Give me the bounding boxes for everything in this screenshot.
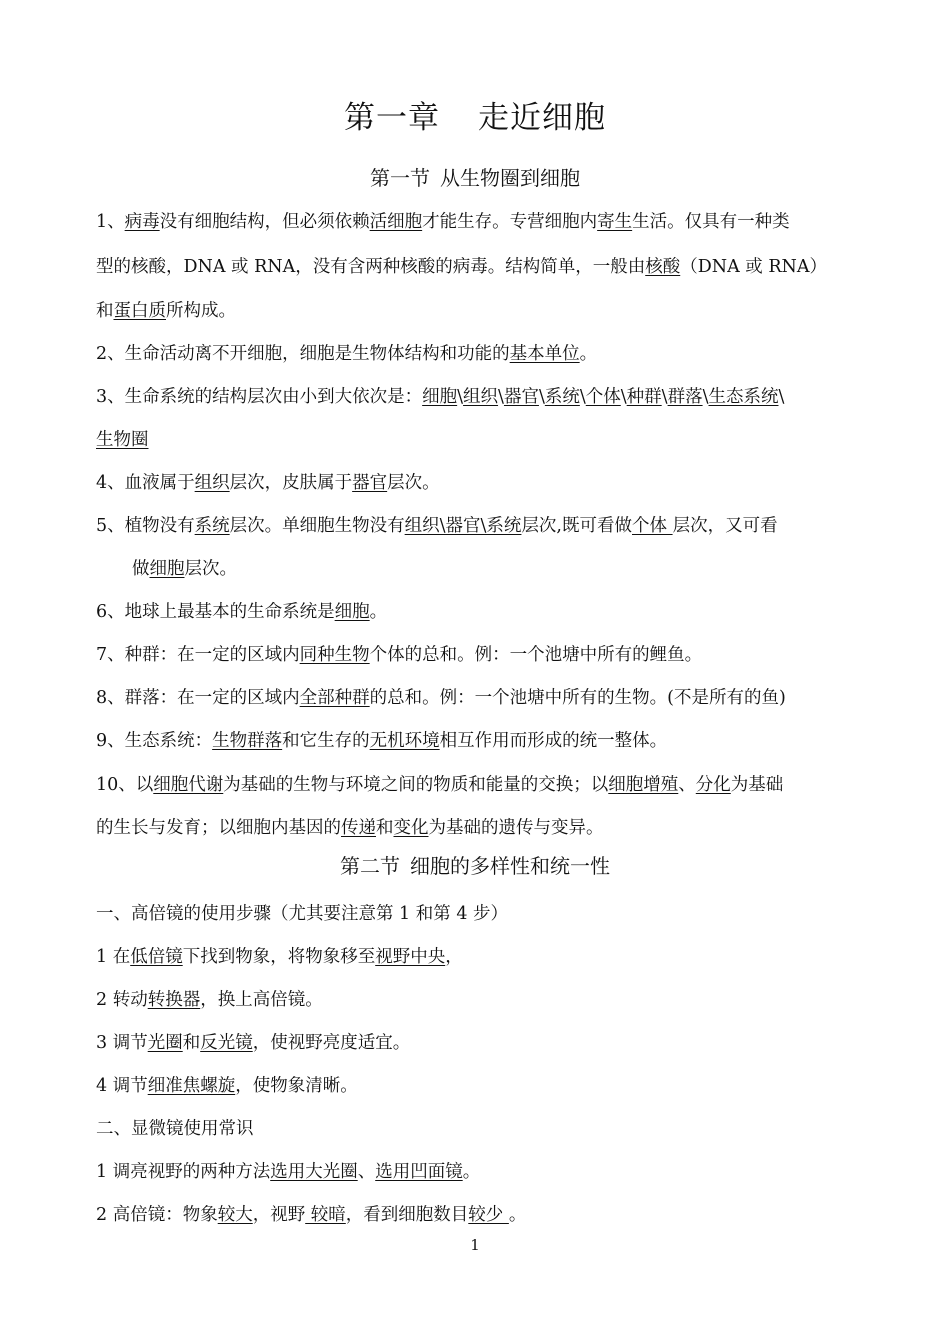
key-term: 选用凹面镜 xyxy=(375,1162,463,1182)
key-term: 种群 xyxy=(626,387,662,407)
text-segment: 型的核酸，DNA 或 RNA，没有含两种核酸的病毒。结构简单，一般由 xyxy=(96,257,646,277)
text-segment: \ xyxy=(538,387,545,407)
text-segment: 和 xyxy=(182,1033,201,1053)
text-segment: ，视野 xyxy=(252,1205,306,1225)
key-term: 细胞 xyxy=(422,387,458,407)
text-line xyxy=(96,986,323,1011)
text-line xyxy=(96,340,597,365)
key-term: 细胞 xyxy=(149,559,185,579)
text-segment: 层次。单细胞生物没有 xyxy=(229,516,405,536)
key-term: 器官 xyxy=(503,387,539,407)
key-term: 同种生物 xyxy=(299,645,370,665)
key-term: 个体 xyxy=(585,387,621,407)
text-segment: ， xyxy=(445,947,463,967)
text-segment: 。 xyxy=(579,344,598,364)
key-term: 全部种群 xyxy=(299,688,370,708)
key-term: 生态系统 xyxy=(708,387,779,407)
key-term: 生物圈 xyxy=(96,430,149,450)
text-segment: 下找到物象，将物象移至 xyxy=(182,947,376,967)
text-segment: 、 xyxy=(357,1162,376,1182)
text-segment: 。 xyxy=(508,1205,527,1225)
text-segment: \ xyxy=(457,387,464,407)
text-segment: ，使物象清晰。 xyxy=(235,1076,358,1096)
text-line xyxy=(96,814,604,839)
text-segment: 8、群落：在一定的区域内 xyxy=(96,688,300,708)
text-line xyxy=(96,1158,480,1183)
key-term: 无机环境 xyxy=(369,731,440,751)
text-segment: 层次，皮肤属于 xyxy=(229,473,353,493)
text-line xyxy=(96,297,236,322)
text-segment: 生活。仅具有一种类 xyxy=(632,212,790,232)
text-segment: 的总和。例：一个池塘中所有的生物。(不是所有的鱼) xyxy=(369,688,786,708)
text-segment: 的生长与发育；以细胞内基因的 xyxy=(96,818,341,838)
key-term: 蛋白质 xyxy=(113,301,166,321)
key-term: 核酸 xyxy=(645,257,681,277)
text-segment: 4、血液属于 xyxy=(96,473,195,493)
text-segment: 个体的总和。例：一个池塘中所有的鲤鱼。 xyxy=(369,645,703,665)
text-segment: 1 调亮视野的两种方法 xyxy=(96,1162,271,1182)
key-term: 较大 xyxy=(217,1205,253,1225)
chapter-number: 第一章 xyxy=(344,100,440,136)
section-heading-1 xyxy=(0,162,950,191)
key-term: 细准焦螺旋 xyxy=(147,1076,236,1096)
key-term: 较少 xyxy=(468,1205,509,1225)
text-segment: ，看到细胞数目 xyxy=(345,1205,469,1225)
key-term: 器官 xyxy=(352,473,388,493)
text-segment: 2 转动 xyxy=(96,990,148,1010)
key-term: 选用大光圈 xyxy=(270,1162,358,1182)
key-term: 光圈 xyxy=(147,1033,183,1053)
key-term: 传递 xyxy=(341,818,376,838)
text-segment: 为基础的生物与环境之间的物质和能量的交换；以 xyxy=(223,775,609,795)
key-term: 较暗 xyxy=(305,1205,346,1225)
text-segment: 。 xyxy=(369,602,388,622)
text-segment: 10、以 xyxy=(96,775,154,795)
text-segment: 6、地球上最基本的生命系统是 xyxy=(96,602,335,622)
section-name: 从生物圈到细胞 xyxy=(440,166,580,190)
text-line xyxy=(96,383,784,408)
key-term: 个体 xyxy=(632,516,673,536)
text-segment: 4 调节 xyxy=(96,1076,148,1096)
text-line xyxy=(96,598,387,623)
text-segment: 层次。 xyxy=(184,559,237,579)
text-segment: 没有细胞结构，但必须依赖 xyxy=(159,212,370,232)
text-segment: 7、种群：在一定的区域内 xyxy=(96,645,300,665)
text-segment: \ xyxy=(661,387,668,407)
text-segment: 才能生存。专营细胞内 xyxy=(422,212,598,232)
text-segment: 和 xyxy=(376,818,394,838)
text-line xyxy=(96,900,508,925)
key-term: 组织 xyxy=(463,387,499,407)
key-term: 群落 xyxy=(667,387,703,407)
text-line xyxy=(96,684,786,709)
key-term: 基本单位 xyxy=(509,344,580,364)
text-segment: 1 在 xyxy=(96,947,131,967)
text-line xyxy=(96,1072,358,1097)
key-term: 系统 xyxy=(194,516,230,536)
text-segment: ，使视野亮度适宜。 xyxy=(252,1033,411,1053)
section-label: 第二节 xyxy=(340,854,400,878)
key-term: 活细胞 xyxy=(369,212,423,232)
text-segment: \ xyxy=(702,387,709,407)
text-segment: 5、植物没有 xyxy=(96,516,195,536)
text-segment: 二、显微镜使用常识 xyxy=(96,1119,254,1139)
text-segment: 和它生存的 xyxy=(282,731,370,751)
text-line xyxy=(132,555,237,580)
text-segment: 2、生命活动离不开细胞，细胞是生物体结构和功能的 xyxy=(96,344,510,364)
text-segment: 为基础 xyxy=(730,775,784,795)
text-segment: 层次。 xyxy=(387,473,440,493)
text-segment: 一、高倍镜的使用步骤（尤其要注意第 1 和第 4 步） xyxy=(96,904,509,924)
key-term: 分化 xyxy=(695,775,731,795)
text-line xyxy=(96,1029,410,1054)
key-term: 病毒 xyxy=(124,212,160,232)
text-segment: 。 xyxy=(462,1162,481,1182)
text-segment: ，换上高倍镜。 xyxy=(200,990,323,1010)
text-segment: 相互作用而形成的统一整体。 xyxy=(439,731,668,751)
chapter-name: 走近细胞 xyxy=(478,100,606,136)
text-line xyxy=(96,771,783,796)
text-segment: 3 调节 xyxy=(96,1033,148,1053)
text-line xyxy=(96,1201,526,1226)
text-segment: 、 xyxy=(678,775,696,795)
key-term: 系统 xyxy=(544,387,580,407)
section-label: 第一节 xyxy=(370,166,430,190)
text-line xyxy=(96,512,778,537)
section-name: 细胞的多样性和统一性 xyxy=(410,854,610,878)
text-line xyxy=(96,943,463,968)
text-line xyxy=(96,727,667,752)
key-term: 反光镜 xyxy=(200,1033,253,1053)
text-segment: 和 xyxy=(96,301,114,321)
text-segment: （DNA 或 RNA） xyxy=(680,257,827,277)
text-segment: 3、生命系统的结构层次由小到大依次是： xyxy=(96,387,423,407)
text-line xyxy=(96,208,790,233)
text-line xyxy=(96,641,702,666)
text-segment: 9、生态系统： xyxy=(96,731,213,751)
key-term: 寄生 xyxy=(597,212,633,232)
text-segment: \ xyxy=(579,387,586,407)
key-term: 组织 xyxy=(194,473,230,493)
text-line xyxy=(96,253,827,278)
text-segment: 所构成。 xyxy=(166,301,236,321)
key-term: 视野中央 xyxy=(375,947,446,967)
key-term: 细胞增殖 xyxy=(608,775,679,795)
text-segment: 层次，又可看 xyxy=(672,516,778,536)
text-line xyxy=(96,469,440,494)
key-term: 组织\器官\系统 xyxy=(404,516,522,536)
key-term: 细胞 xyxy=(334,602,370,622)
text-segment: 2 高倍镜：物象 xyxy=(96,1205,218,1225)
key-term: 低倍镜 xyxy=(130,947,183,967)
key-term: 转换器 xyxy=(147,990,201,1010)
text-line xyxy=(96,1115,254,1140)
section-heading-2 xyxy=(0,850,950,879)
text-segment: \ xyxy=(620,387,627,407)
text-segment: \ xyxy=(778,387,785,407)
key-term: 细胞代谢 xyxy=(153,775,224,795)
text-segment: 1、 xyxy=(96,212,125,232)
text-segment: 做 xyxy=(132,559,150,579)
chapter-title xyxy=(0,92,950,137)
text-segment: 为基础的遗传与变异。 xyxy=(428,818,604,838)
key-term: 变化 xyxy=(393,818,429,838)
text-line xyxy=(96,426,149,451)
page-number: 1 xyxy=(470,1236,480,1254)
text-segment: \ xyxy=(498,387,504,407)
text-segment: 层次,既可看做 xyxy=(521,516,632,536)
key-term: 生物群落 xyxy=(212,731,283,751)
